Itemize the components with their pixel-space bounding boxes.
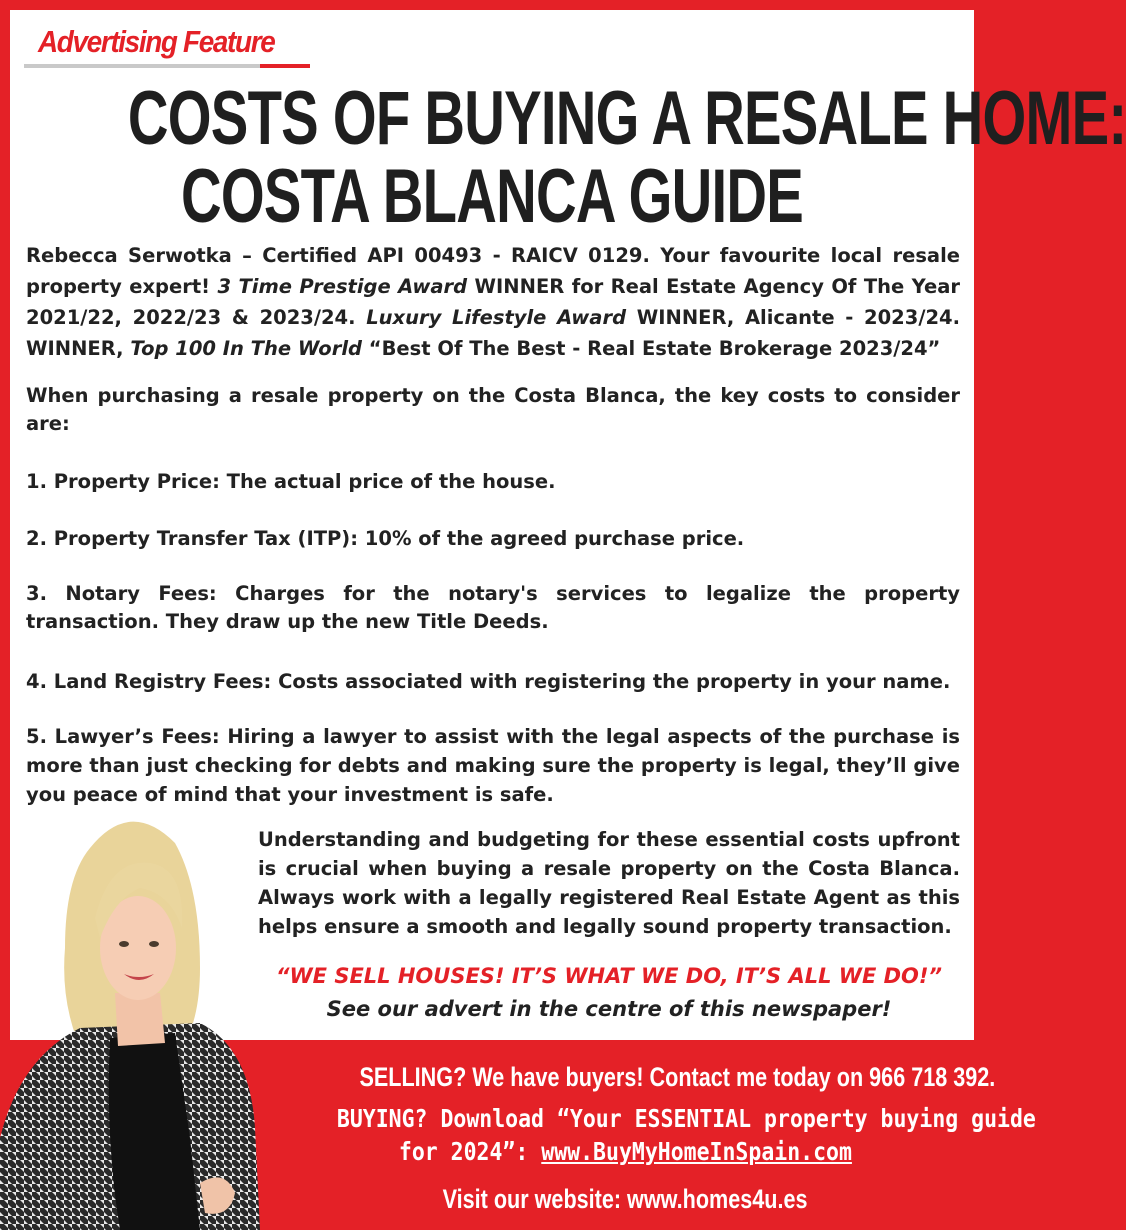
award-top-100: Top 100 In The World bbox=[130, 337, 362, 360]
buying-cta-text-2: for 2024”: bbox=[398, 1137, 541, 1166]
intro-part-4: “Best Of The Best - Real Estate Brokerage 2023/24” bbox=[361, 337, 941, 360]
selling-cta bbox=[280, 1060, 996, 1094]
award-luxury-lifestyle: Luxury Lifestyle Award bbox=[366, 306, 627, 329]
cost-item-2: 2. Property Transfer Tax (ITP): 10% of the agreed purchase price. bbox=[26, 527, 745, 550]
intro-part-2: WINNER for Real Estate Agency Of The Year 2021/22, 2022/23 & 2023/24. bbox=[26, 275, 960, 329]
intro-part-3: WINNER, Alicante - 2023/24. WINNER, bbox=[26, 306, 960, 360]
author-intro bbox=[26, 240, 960, 364]
slogan-line-2: See our advert in the centre of this newspaper! bbox=[326, 997, 892, 1021]
cost-item-1: 1. Property Price: The actual price of the house. bbox=[26, 470, 556, 493]
tag-underline-grey bbox=[24, 64, 260, 68]
headline bbox=[0, 76, 1126, 239]
headline-line-2: COSTA BLANCA GUIDE bbox=[181, 154, 803, 239]
buy-my-home-in-spain-link[interactable]: www.BuyMyHomeInSpain.com bbox=[540, 1137, 852, 1166]
cost-item-3: 3. Notary Fees: Charges for the notary's services to legalize the property transaction. They draw up the new Title Deeds. bbox=[26, 582, 960, 633]
cost-item-5: 5. Lawyer’s Fees: Hiring a lawyer to assist with the legal aspects of the purchase is more than just checking for debts and making sure the property is legal, they’ll give you peace of mind that your investment is safe. bbox=[26, 725, 960, 806]
selling-cta-text: SELLING? We have buyers! Contact me today on 966 718 392. bbox=[359, 1062, 996, 1092]
intro-part-1: Rebecca Serwotka – Certified API 00493 - RAICV 0129. Your favourite local resale property expert! bbox=[26, 244, 960, 298]
website-link[interactable]: Visit our website: www.homes4u.es bbox=[442, 1184, 808, 1214]
lead-paragraph: When purchasing a resale property on the Costa Blanca, the key costs to consider are: bbox=[26, 384, 960, 435]
website-cta bbox=[280, 1182, 970, 1216]
advertising-feature-tag: Advertising Feature bbox=[38, 24, 275, 59]
award-prestige: 3 Time Prestige Award bbox=[217, 275, 468, 298]
agent-portrait-photo bbox=[0, 808, 260, 1230]
buying-cta-text-1: BUYING? Download “Your ESSENTIAL property buying guide bbox=[336, 1104, 1036, 1133]
buying-cta-line-1 bbox=[280, 1103, 1036, 1135]
tag-underline-red bbox=[260, 64, 310, 68]
slogan bbox=[258, 960, 960, 1026]
closing-paragraph: Understanding and budgeting for these essential costs upfront is crucial when buying a resale property on the Costa Blanca. Always work with a legally registered Real Estate Agent as this helps ensure a smooth and legally sound property transaction. bbox=[258, 828, 960, 938]
headline-line-1: COSTS OF BUYING A RESALE HOME: bbox=[127, 76, 1126, 161]
cost-item-4: 4. Land Registry Fees: Costs associated with registering the property in your name. bbox=[26, 670, 951, 693]
buying-cta-line-2 bbox=[280, 1136, 970, 1168]
slogan-line-1: “WE SELL HOUSES! IT’S WHAT WE DO, IT’S ALL WE DO!” bbox=[275, 964, 943, 988]
